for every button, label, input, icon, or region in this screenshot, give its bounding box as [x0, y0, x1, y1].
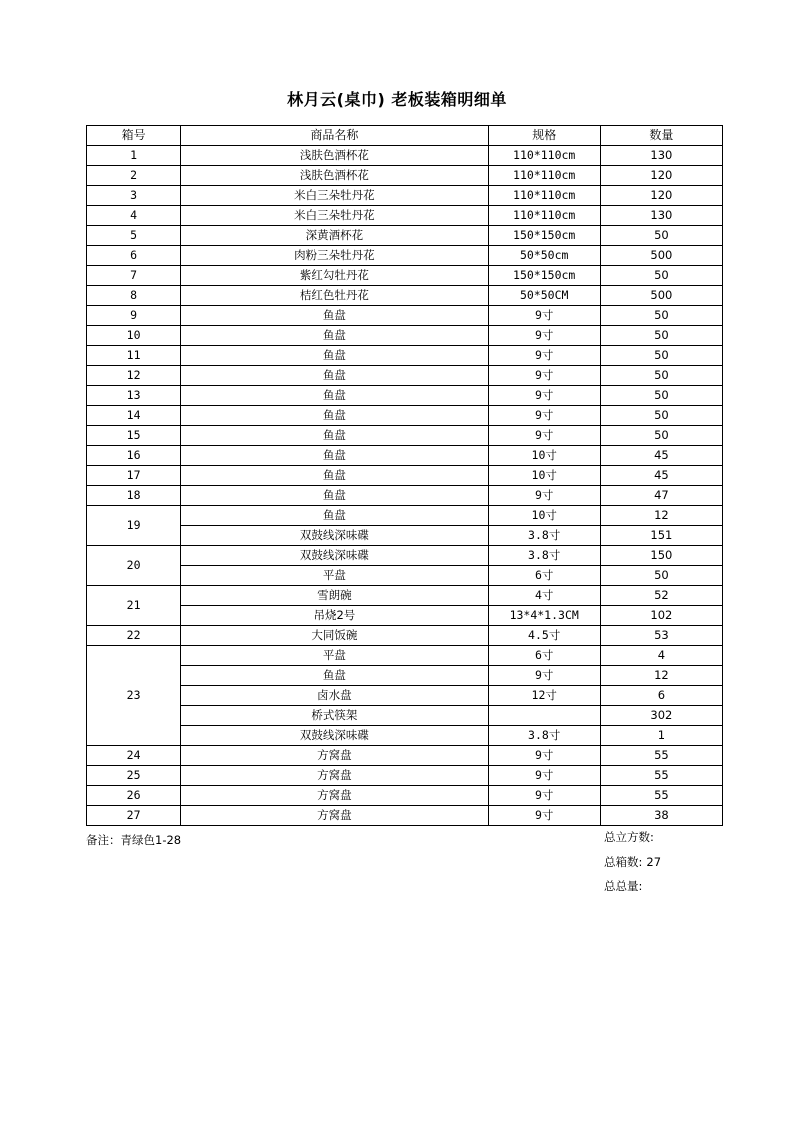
box-number-cell: 6	[87, 246, 181, 266]
quantity-cell: 45	[600, 446, 722, 466]
header-product-name: 商品名称	[181, 126, 488, 146]
quantity-cell: 52	[600, 586, 722, 606]
quantity-cell: 55	[600, 786, 722, 806]
summary-total-boxes	[604, 854, 661, 870]
product-name-cell: 桥式筷架	[181, 706, 488, 726]
product-name-cell: 鱼盘	[181, 466, 488, 486]
spec-cell: 50*50CM	[488, 286, 600, 306]
spec-cell: 9寸	[488, 426, 600, 446]
table-row	[87, 406, 723, 426]
table-row	[87, 446, 723, 466]
table-row	[87, 706, 723, 726]
quantity-cell: 50	[600, 226, 722, 246]
quantity-cell: 12	[600, 666, 722, 686]
quantity-cell: 50	[600, 346, 722, 366]
spec-cell: 110*110cm	[488, 146, 600, 166]
product-name-cell: 鱼盘	[181, 486, 488, 506]
box-number-cell: 3	[87, 186, 181, 206]
box-number-cell: 4	[87, 206, 181, 226]
product-name-cell: 吊烧2号	[181, 606, 488, 626]
box-number-cell: 14	[87, 406, 181, 426]
box-number-cell: 16	[87, 446, 181, 466]
quantity-cell: 55	[600, 746, 722, 766]
summary-total-quantity	[604, 878, 646, 894]
spec-cell: 9寸	[488, 746, 600, 766]
quantity-cell: 50	[600, 406, 722, 426]
box-number-cell: 25	[87, 766, 181, 786]
spec-cell: 9寸	[488, 386, 600, 406]
header-spec: 规格	[488, 126, 600, 146]
table-row	[87, 206, 723, 226]
box-number-cell: 5	[87, 226, 181, 246]
header-quantity: 数量	[600, 126, 722, 146]
box-number-cell: 13	[87, 386, 181, 406]
spec-cell: 9寸	[488, 346, 600, 366]
table-row	[87, 566, 723, 586]
quantity-cell: 150	[600, 546, 722, 566]
quantity-cell: 102	[600, 606, 722, 626]
product-name-cell: 平盘	[181, 646, 488, 666]
table-row	[87, 786, 723, 806]
product-name-cell: 肉粉三朵牡丹花	[181, 246, 488, 266]
quantity-cell: 500	[600, 246, 722, 266]
summary-total-volume	[604, 829, 658, 845]
product-name-cell: 大同饭碗	[181, 626, 488, 646]
product-name-cell: 米白三朵牡丹花	[181, 186, 488, 206]
spec-cell: 9寸	[488, 486, 600, 506]
total-volume-label: 总立方数:	[604, 830, 654, 844]
table-row	[87, 806, 723, 826]
table-row	[87, 346, 723, 366]
table-row	[87, 466, 723, 486]
quantity-cell: 302	[600, 706, 722, 726]
box-number-cell: 18	[87, 486, 181, 506]
quantity-cell: 50	[600, 326, 722, 346]
quantity-cell: 50	[600, 366, 722, 386]
product-name-cell: 鱼盘	[181, 346, 488, 366]
product-name-cell: 方窝盘	[181, 786, 488, 806]
table-row	[87, 506, 723, 526]
box-number-cell: 26	[87, 786, 181, 806]
table-row	[87, 246, 723, 266]
table-row	[87, 326, 723, 346]
quantity-cell: 50	[600, 566, 722, 586]
quantity-cell: 120	[600, 186, 722, 206]
quantity-cell: 130	[600, 206, 722, 226]
table-row	[87, 606, 723, 626]
box-number-cell: 27	[87, 806, 181, 826]
quantity-cell: 50	[600, 306, 722, 326]
spec-cell: 3.8寸	[488, 526, 600, 546]
spec-cell: 9寸	[488, 666, 600, 686]
table-row	[87, 586, 723, 606]
quantity-cell: 130	[600, 146, 722, 166]
product-name-cell: 浅肤色酒杯花	[181, 146, 488, 166]
box-number-cell: 8	[87, 286, 181, 306]
product-name-cell: 双鼓线深味碟	[181, 726, 488, 746]
spec-cell: 9寸	[488, 326, 600, 346]
spec-cell: 110*110cm	[488, 186, 600, 206]
quantity-cell: 120	[600, 166, 722, 186]
table-row	[87, 366, 723, 386]
table-row	[87, 766, 723, 786]
quantity-cell: 53	[600, 626, 722, 646]
box-number-cell: 1	[87, 146, 181, 166]
quantity-cell: 500	[600, 286, 722, 306]
table-row	[87, 426, 723, 446]
table-row	[87, 746, 723, 766]
table-row	[87, 306, 723, 326]
spec-cell: 9寸	[488, 766, 600, 786]
spec-cell: 9寸	[488, 786, 600, 806]
quantity-cell: 50	[600, 426, 722, 446]
spec-cell: 150*150cm	[488, 266, 600, 286]
table-row	[87, 166, 723, 186]
table-row	[87, 146, 723, 166]
product-name-cell: 紫红勾牡丹花	[181, 266, 488, 286]
table-body	[87, 146, 723, 826]
product-name-cell: 双鼓线深味碟	[181, 546, 488, 566]
box-number-cell: 11	[87, 346, 181, 366]
quantity-cell: 47	[600, 486, 722, 506]
quantity-cell: 50	[600, 266, 722, 286]
product-name-cell: 鱼盘	[181, 366, 488, 386]
spec-cell: 9寸	[488, 366, 600, 386]
quantity-cell: 6	[600, 686, 722, 706]
product-name-cell: 平盘	[181, 566, 488, 586]
spec-cell: 10寸	[488, 506, 600, 526]
quantity-cell: 38	[600, 806, 722, 826]
spec-cell: 9寸	[488, 406, 600, 426]
table-row	[87, 526, 723, 546]
remark-note: 备注：青绿色1-28	[86, 833, 182, 847]
product-name-cell: 鱼盘	[181, 386, 488, 406]
box-number-cell: 9	[87, 306, 181, 326]
box-number-cell: 21	[87, 586, 181, 626]
quantity-cell: 1	[600, 726, 722, 746]
product-name-cell: 雪朗碗	[181, 586, 488, 606]
box-number-cell: 15	[87, 426, 181, 446]
quantity-cell: 50	[600, 386, 722, 406]
quantity-cell: 12	[600, 506, 722, 526]
product-name-cell: 鱼盘	[181, 446, 488, 466]
spec-cell: 4寸	[488, 586, 600, 606]
total-quantity-label: 总总量:	[604, 879, 643, 893]
table-row	[87, 286, 723, 306]
table-row	[87, 546, 723, 566]
product-name-cell: 双鼓线深味碟	[181, 526, 488, 546]
spec-cell: 12寸	[488, 686, 600, 706]
spec-cell: 3.8寸	[488, 726, 600, 746]
product-name-cell: 方窝盘	[181, 806, 488, 826]
product-name-cell: 桔红色牡丹花	[181, 286, 488, 306]
table-row	[87, 186, 723, 206]
spec-cell: 4.5寸	[488, 626, 600, 646]
header-box-number: 箱号	[87, 126, 181, 146]
table-row	[87, 686, 723, 706]
table-row	[87, 666, 723, 686]
product-name-cell: 方窝盘	[181, 766, 488, 786]
packing-list-table	[86, 125, 723, 826]
table-row	[87, 486, 723, 506]
product-name-cell: 浅肤色酒杯花	[181, 166, 488, 186]
table-row	[87, 266, 723, 286]
total-boxes-label: 总箱数:	[604, 855, 643, 869]
product-name-cell: 米白三朵牡丹花	[181, 206, 488, 226]
spec-cell: 110*110cm	[488, 166, 600, 186]
spec-cell: 6寸	[488, 566, 600, 586]
product-name-cell: 鱼盘	[181, 426, 488, 446]
spec-cell: 10寸	[488, 446, 600, 466]
product-name-cell: 鱼盘	[181, 326, 488, 346]
table-header-row	[87, 126, 723, 146]
spec-cell: 13*4*1.3CM	[488, 606, 600, 626]
table-row	[87, 726, 723, 746]
quantity-cell: 151	[600, 526, 722, 546]
product-name-cell: 深黄酒杯花	[181, 226, 488, 246]
spec-cell: 50*50cm	[488, 246, 600, 266]
product-name-cell: 鱼盘	[181, 406, 488, 426]
quantity-cell: 45	[600, 466, 722, 486]
box-number-cell: 20	[87, 546, 181, 586]
spec-cell: 3.8寸	[488, 546, 600, 566]
spec-cell: 150*150cm	[488, 226, 600, 246]
spec-cell: 10寸	[488, 466, 600, 486]
table-row	[87, 226, 723, 246]
box-number-cell: 10	[87, 326, 181, 346]
spec-cell: 9寸	[488, 306, 600, 326]
table-row	[87, 646, 723, 666]
box-number-cell: 22	[87, 626, 181, 646]
box-number-cell: 19	[87, 506, 181, 546]
box-number-cell: 24	[87, 746, 181, 766]
table-row	[87, 386, 723, 406]
total-boxes-value: 27	[646, 855, 662, 869]
box-number-cell: 12	[87, 366, 181, 386]
product-name-cell: 方窝盘	[181, 746, 488, 766]
quantity-cell: 55	[600, 766, 722, 786]
product-name-cell: 鱼盘	[181, 506, 488, 526]
spec-cell: 110*110cm	[488, 206, 600, 226]
box-number-cell: 7	[87, 266, 181, 286]
table-row	[87, 626, 723, 646]
product-name-cell: 鱼盘	[181, 666, 488, 686]
box-number-cell: 17	[87, 466, 181, 486]
spec-cell	[488, 706, 600, 726]
spec-cell: 6寸	[488, 646, 600, 666]
document-title: 林月云(桌巾) 老板装箱明细单	[287, 90, 507, 109]
box-number-cell: 2	[87, 166, 181, 186]
quantity-cell: 4	[600, 646, 722, 666]
box-number-cell: 23	[87, 646, 181, 746]
product-name-cell: 鱼盘	[181, 306, 488, 326]
product-name-cell: 卤水盘	[181, 686, 488, 706]
spec-cell: 9寸	[488, 806, 600, 826]
